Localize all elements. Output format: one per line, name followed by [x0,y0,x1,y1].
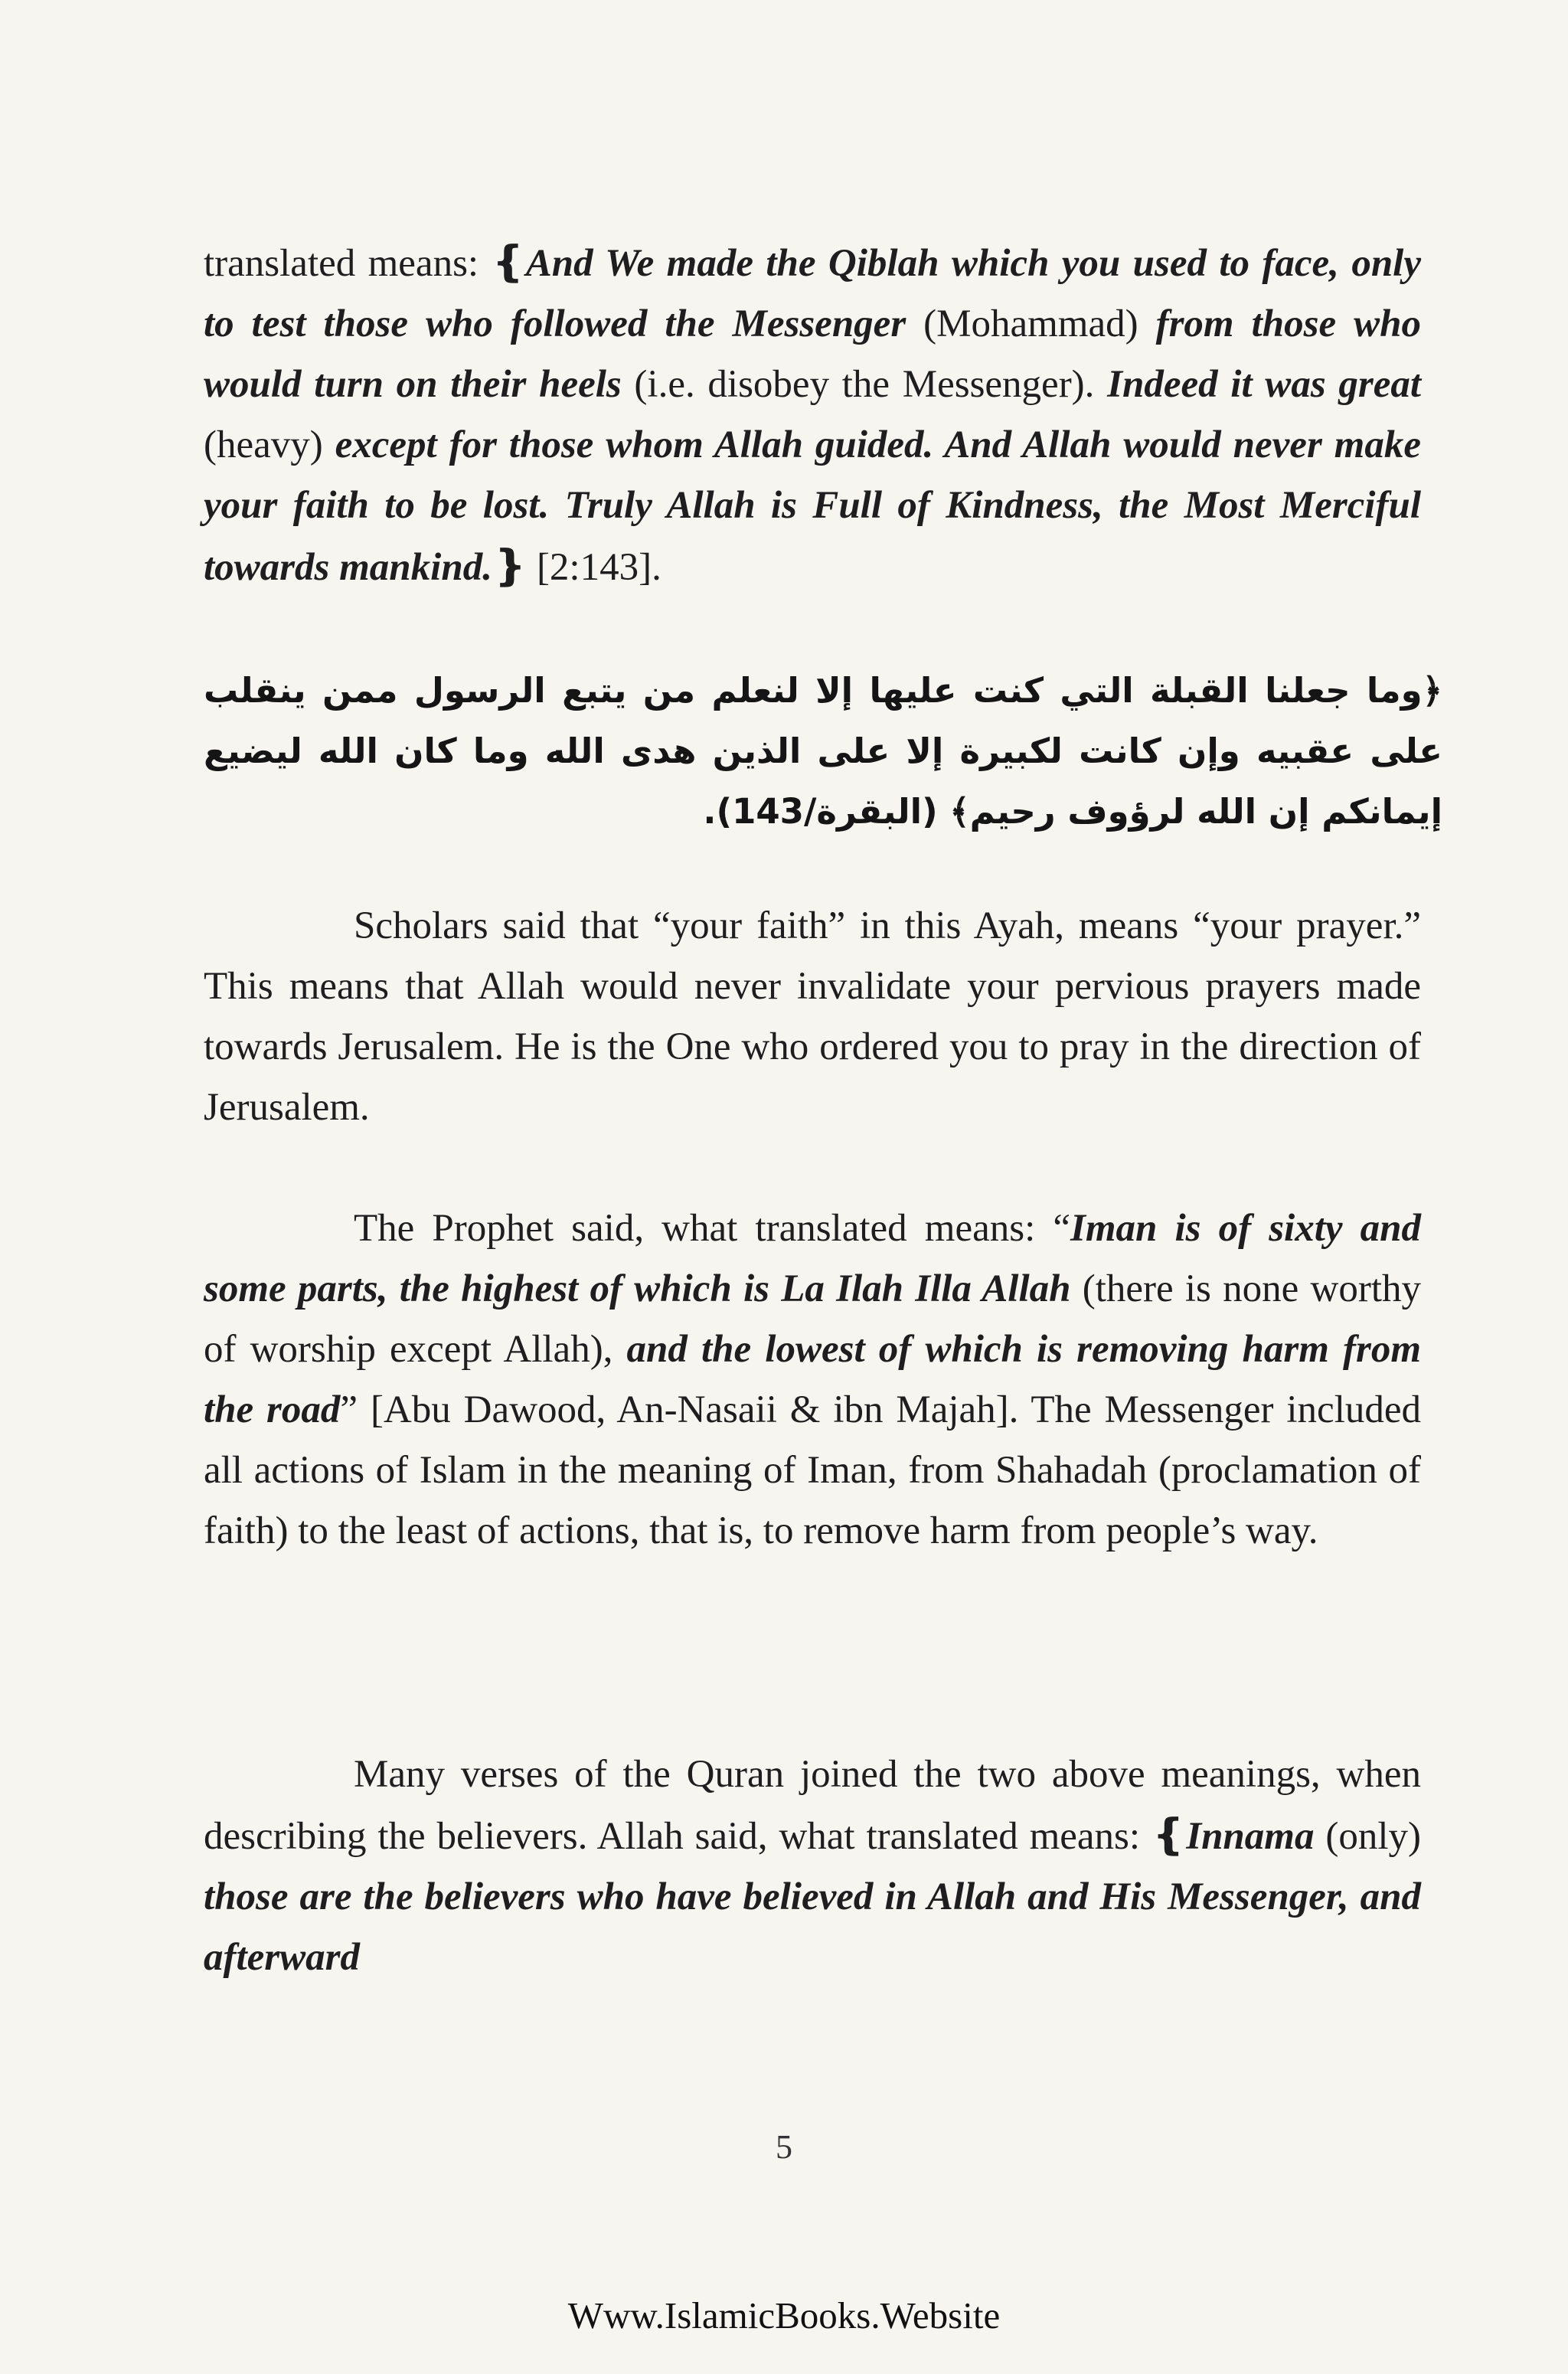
quran-translation-italic: Indeed it was great [1107,363,1422,406]
verse-reference: [2:143]. [527,546,662,589]
quran-translation-italic: those are the believers who have believed in Allah and His Messenger, and afterward [204,1875,1421,1979]
text-run: Many verses of the Quran joined the two above meanings, when describing the believers. Allah said, what translated means: [204,1753,1421,1858]
text-run: (heavy) [204,423,335,466]
text-run: (there is none worthy of worship except Allah), [204,1267,1421,1371]
text-run: translated means: [204,242,492,285]
quran-translation-italic: except for those whom Allah guided. And Allah would never make your faith to be lost. Truly Allah is Full of Kindness, the Most Merciful towards mankind. [204,423,1421,589]
text-run: The Prophet said, what translated means: “ [354,1207,1070,1250]
text-run: (only) [1314,1815,1421,1858]
page-number: 5 [776,2128,792,2166]
text-run: ” [Abu Dawood, An-Nasaii & ibn Majah]. The Messenger included all actions of Islam in the meaning of Iman, from Shahadah (proclamation of faith) to the least of actions, that is, to remove harm from people’s way. [204,1388,1421,1552]
paragraph-prophet-hadith [204,1198,1421,1561]
quran-translation-italic: from those who would turn on their heels [204,302,1421,406]
paragraph-qiblah-translation [204,232,1421,598]
ornate-bracket-open: ❴ [1151,1812,1187,1858]
paragraph-scholars: Scholars said that “your faith” in this Ayah, means “your prayer.” This means that Allah would never invalidate your pervious prayers made towards Jerusalem. He is the One who ordered you to pray in the direction of Jerusalem. [204,904,1421,1129]
website-footer: Www.IslamicBooks.Website [567,2294,1001,2336]
arabic-verse: ﴿وما جعلنا القبلة التي كنت عليها إلا لنعلم من يتبع الرسول ممن ينقلب على عقبيه وإن كانت لكبيرة إلا على الذين هدى الله وما كان الله ليضيع إيمانكم إن الله لرؤوف رحيم﴾ (البقرة/143). [204,670,1442,832]
quran-translation-italic: And We made the Qiblah which you used to face, only to test those who followed the Messenger [204,242,1421,345]
quran-translation-italic: Innama [1186,1815,1315,1858]
text-run: (i.e. disobey the Messenger). [621,363,1108,406]
hadith-translation-italic: and the lowest of which is removing harm from the road [204,1328,1422,1431]
ornate-bracket-open: ❴ [491,239,526,285]
paragraph-many-verses [204,1745,1421,1988]
hadith-translation-italic: Iman is of sixty and some parts, the highest of which is La Ilah Illa Allah [204,1207,1421,1310]
text-run: (Mohammad) [906,302,1156,345]
ornate-bracket-close: ❵ [492,543,528,589]
